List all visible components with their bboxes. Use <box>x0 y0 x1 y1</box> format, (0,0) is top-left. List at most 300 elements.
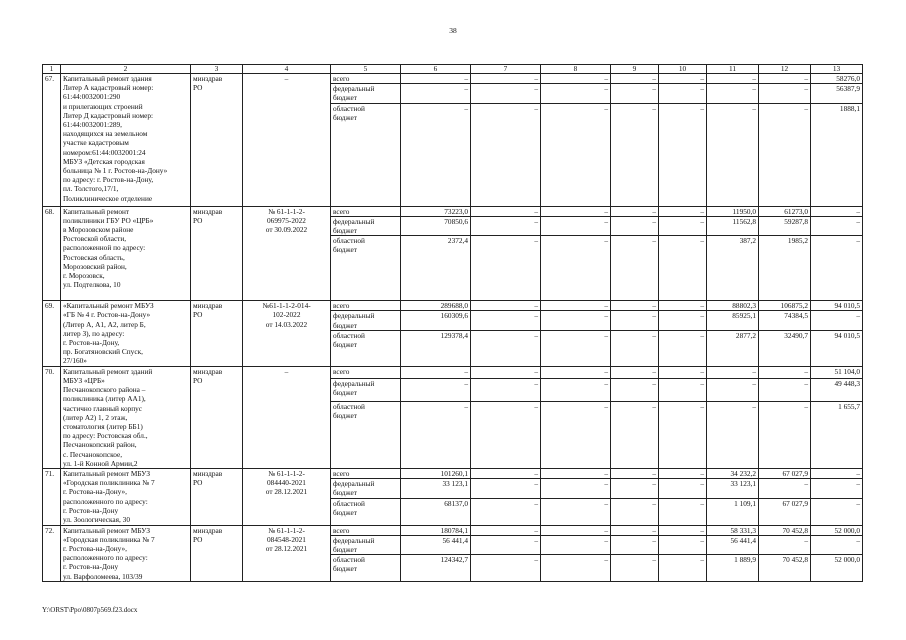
amount-cell: 73223,0 <box>401 206 471 216</box>
text-line: бюджет <box>333 320 357 330</box>
amount-cell: – <box>401 74 471 84</box>
page-number: 38 <box>449 26 457 35</box>
amount-cell: 124342,7 <box>401 555 471 582</box>
amount-cell: 56 441,4 <box>401 535 471 554</box>
funding-source <box>331 216 401 235</box>
funding-source <box>331 469 401 479</box>
amount-cell: – <box>471 74 541 84</box>
text-line: по адресу: г. Ростов-на-Дону, <box>63 175 154 185</box>
column-number: 13 <box>811 65 863 74</box>
row-number: 67. <box>43 74 61 207</box>
amount-cell: 88802,3 <box>707 301 759 311</box>
amount-cell: – <box>611 555 659 582</box>
text-line: Песчанокопского района – <box>63 385 146 395</box>
amount-cell: 289688,0 <box>401 301 471 311</box>
amount-cell: – <box>659 301 707 311</box>
column-number: 7 <box>471 65 541 74</box>
amount-cell: – <box>707 402 759 469</box>
amount-cell: – <box>611 366 659 378</box>
text-line: г. Ростов-на-Дону <box>63 562 119 572</box>
amount-cell: – <box>471 555 541 582</box>
column-number: 6 <box>401 65 471 74</box>
text-line: бюджет <box>333 388 357 398</box>
text-line: РО <box>193 83 203 93</box>
text-line: литер З), по адресу: <box>63 328 125 338</box>
amount-cell: – <box>471 236 541 301</box>
amount-cell: – <box>471 525 541 535</box>
amount-cell: 70 452,8 <box>759 555 811 582</box>
text-line: г. Ростов-на-Дону <box>63 505 119 515</box>
amount-cell: – <box>707 103 759 206</box>
amount-cell: 68137,0 <box>401 498 471 525</box>
text-line: минздрав <box>193 525 223 535</box>
amount-cell: – <box>541 479 611 498</box>
amount-cell: – <box>611 535 659 554</box>
amount-cell: – <box>659 525 707 535</box>
amount-cell: 58 331,3 <box>707 525 759 535</box>
text-line: бюджет <box>333 488 357 498</box>
amount-cell: – <box>759 535 811 554</box>
text-line: – <box>284 366 289 376</box>
text-line: г. Морозовск, <box>63 271 105 281</box>
table-row <box>43 366 863 378</box>
table-row <box>43 74 863 84</box>
amount-cell: 33 123,1 <box>707 479 759 498</box>
text-line: Капитальный ремонт зданий <box>63 366 153 376</box>
text-line: Ростовской области, <box>63 234 127 244</box>
approval-document <box>243 366 331 468</box>
amount-cell: – <box>611 206 659 216</box>
amount-cell: – <box>759 402 811 469</box>
text-line: № 61-1-1-2- <box>268 206 305 216</box>
text-line: 61:44:0032001:290 <box>63 92 121 102</box>
text-line: минздрав <box>193 366 223 376</box>
text-line: федеральный <box>333 535 375 545</box>
amount-cell: – <box>811 311 863 330</box>
approval-document <box>243 74 331 207</box>
amount-cell: 59287,8 <box>759 216 811 235</box>
amount-cell: 129378,4 <box>401 330 471 366</box>
text-line: федеральный <box>333 379 375 388</box>
text-line: №61-1-1-2-014- <box>262 301 311 311</box>
amount-cell: 387,2 <box>707 236 759 301</box>
amount-cell: – <box>759 366 811 378</box>
text-line: РО <box>193 215 203 225</box>
amount-cell: – <box>541 402 611 469</box>
amount-cell: – <box>541 366 611 378</box>
funding-source <box>331 402 401 469</box>
amount-cell: – <box>611 301 659 311</box>
text-line: бюджет <box>333 93 357 103</box>
text-line: минздрав <box>193 206 223 216</box>
text-line: и прилегающих строений <box>63 101 143 111</box>
text-line: № 61-1-1-2- <box>268 469 305 479</box>
amount-cell: – <box>471 469 541 479</box>
amount-cell: – <box>811 498 863 525</box>
amount-cell: – <box>611 498 659 525</box>
text-line: «Городская поликлиника № 7 <box>63 534 155 544</box>
amount-cell: – <box>611 74 659 84</box>
text-line: по адресу: Ростовская обл., <box>63 431 148 441</box>
amount-cell: 70 452,8 <box>759 525 811 535</box>
amount-cell: – <box>759 479 811 498</box>
text-line: поликлиники ГБУ РО «ЦРБ» <box>63 215 154 225</box>
text-line: (Литер А, А1, А2, литер Б, <box>63 319 146 329</box>
text-line: Капитальный ремонт <box>63 206 130 216</box>
amount-cell: – <box>659 535 707 554</box>
text-line: г. Ростова-на-Дону», <box>63 487 127 497</box>
funding-source <box>331 555 401 582</box>
text-line: бюджет <box>333 245 357 255</box>
amount-cell: – <box>541 103 611 206</box>
amount-cell: – <box>659 379 707 402</box>
column-number: 3 <box>191 65 243 74</box>
amount-cell: – <box>471 479 541 498</box>
amount-cell: – <box>811 206 863 216</box>
text-line: бюджет <box>333 340 357 350</box>
row-number: 71. <box>43 469 61 526</box>
amount-cell: – <box>707 84 759 103</box>
amount-cell: – <box>401 84 471 103</box>
amount-cell: 2372,4 <box>401 236 471 301</box>
amount-cell: 85925,1 <box>707 311 759 330</box>
amount-cell: – <box>759 74 811 84</box>
row-number: 72. <box>43 525 61 582</box>
text-line: г. Ростова-на-Дону», <box>63 544 127 554</box>
amount-cell: – <box>659 555 707 582</box>
amount-cell: – <box>471 84 541 103</box>
text-line: бюджет <box>333 226 357 236</box>
text-line: федеральный <box>333 84 375 94</box>
amount-cell: – <box>401 366 471 378</box>
executor <box>191 301 243 367</box>
amount-cell: – <box>611 479 659 498</box>
table-row <box>43 469 863 479</box>
amount-cell: – <box>707 366 759 378</box>
amount-cell: – <box>471 535 541 554</box>
approval-document <box>243 525 331 582</box>
row-number: 68. <box>43 206 61 301</box>
text-line: 27/160» <box>63 356 87 366</box>
amount-cell: – <box>471 379 541 402</box>
amount-cell: – <box>471 330 541 366</box>
table-row <box>43 301 863 311</box>
text-line: г. Ростов-на-Дону, <box>63 338 120 348</box>
text-line: – <box>284 74 289 83</box>
amount-cell: 61273,0 <box>759 206 811 216</box>
amount-cell: – <box>611 469 659 479</box>
amount-cell: – <box>611 379 659 402</box>
column-number: 5 <box>331 65 401 74</box>
amount-cell: 1985,2 <box>759 236 811 301</box>
text-line: всего <box>333 469 350 479</box>
funding-source <box>331 535 401 554</box>
amount-cell: 1888,1 <box>811 103 863 206</box>
amount-cell: 67 027,9 <box>759 469 811 479</box>
text-line: поликлиника (литер АА1), <box>63 394 146 404</box>
amount-cell: 52 000,0 <box>811 555 863 582</box>
amount-cell: – <box>541 216 611 235</box>
text-line: федеральный <box>333 311 375 321</box>
text-line: ул. 1-й Конной Армии,2 <box>63 458 138 468</box>
approval-document <box>243 301 331 367</box>
amount-cell: – <box>471 366 541 378</box>
amount-cell: – <box>811 469 863 479</box>
amount-cell: – <box>471 301 541 311</box>
amount-cell: – <box>811 479 863 498</box>
text-line: частично главный корпус <box>63 403 143 413</box>
amount-cell: 94 010,5 <box>811 330 863 366</box>
text-line: РО <box>193 478 203 488</box>
amount-cell: 51 104,0 <box>811 366 863 378</box>
text-line: пл. Толстого,17/1, <box>63 184 119 194</box>
text-line: всего <box>333 74 350 83</box>
amount-cell: – <box>611 84 659 103</box>
text-line: ул. Зоологическая, 30 <box>63 515 130 525</box>
amount-cell: – <box>811 535 863 554</box>
amount-cell: 106875,2 <box>759 301 811 311</box>
approval-document <box>243 469 331 526</box>
amount-cell: 56 441,4 <box>707 535 759 554</box>
executor <box>191 74 243 207</box>
text-line: РО <box>193 534 203 544</box>
amount-cell: 32490,7 <box>759 330 811 366</box>
text-line: всего <box>333 366 350 376</box>
object-name <box>61 525 191 582</box>
text-line: всего <box>333 525 350 535</box>
amount-cell: 52 000,0 <box>811 525 863 535</box>
amount-cell: – <box>659 330 707 366</box>
amount-cell: – <box>541 498 611 525</box>
amount-cell: 2877,2 <box>707 330 759 366</box>
amount-cell: – <box>611 103 659 206</box>
object-name <box>61 74 191 207</box>
text-line: номером:61:44:0032001:24 <box>63 147 146 157</box>
column-number: 9 <box>611 65 659 74</box>
text-line: Капитальный ремонт МБУЗ <box>63 525 151 535</box>
table-row <box>43 206 863 216</box>
amount-cell: – <box>659 311 707 330</box>
text-line: от 30.09.2022 <box>265 225 308 235</box>
table-row <box>43 525 863 535</box>
funding-source <box>331 301 401 311</box>
column-number: 11 <box>707 65 759 74</box>
text-line: пр. Богатяновский Спуск, <box>63 347 143 357</box>
funding-source <box>331 84 401 103</box>
text-line: 069975-2022 <box>267 215 306 225</box>
amount-cell: – <box>659 216 707 235</box>
object-name <box>61 469 191 526</box>
column-number: 12 <box>759 65 811 74</box>
text-line: 084440-2021 <box>267 478 306 488</box>
text-line: бюджет <box>333 112 357 122</box>
text-line: расположенного по адресу: <box>63 553 148 563</box>
text-line: ул. Варфоломеева, 103/39 <box>63 571 143 581</box>
text-line: 084548-2021 <box>267 534 306 544</box>
amount-cell: – <box>611 236 659 301</box>
amount-cell: – <box>541 379 611 402</box>
amount-cell: – <box>471 311 541 330</box>
column-number: 1 <box>43 65 61 74</box>
amount-cell: – <box>401 379 471 402</box>
text-line: минздрав <box>193 469 223 479</box>
text-line: № 61-1-1-2- <box>268 525 305 535</box>
text-line: федеральный <box>333 216 375 226</box>
amount-cell: – <box>401 103 471 206</box>
text-line: Морозовский район, <box>63 261 127 271</box>
amount-cell: 56387,9 <box>811 84 863 103</box>
amount-cell: – <box>541 469 611 479</box>
text-line: Капитальный ремонт здания <box>63 74 152 83</box>
amount-cell: – <box>659 498 707 525</box>
text-line: 102-2022 <box>272 310 301 320</box>
text-line: находящихся на земельном <box>63 129 148 139</box>
file-path-footer: Y:\ORST\Ppo\0807p569.f23.docx <box>42 606 138 614</box>
amount-cell: – <box>611 525 659 535</box>
funding-source <box>331 236 401 301</box>
column-number: 8 <box>541 65 611 74</box>
funding-source <box>331 206 401 216</box>
amount-cell: – <box>659 74 707 84</box>
amount-cell: 67 027,9 <box>759 498 811 525</box>
text-line: «Городская поликлиника № 7 <box>63 478 155 488</box>
funding-source <box>331 525 401 535</box>
amount-cell: 1 889,9 <box>707 555 759 582</box>
amount-cell: 101260,1 <box>401 469 471 479</box>
amount-cell: – <box>659 206 707 216</box>
column-number-row <box>43 65 863 74</box>
amount-cell: – <box>541 311 611 330</box>
text-line: от 28.12.2021 <box>265 544 308 554</box>
funding-source <box>331 330 401 366</box>
executor <box>191 206 243 301</box>
text-line: расположенной по адресу: <box>63 243 146 253</box>
text-line: РО <box>193 376 203 386</box>
text-line: бюджет <box>333 507 357 517</box>
object-name <box>61 206 191 301</box>
text-line: бюджет <box>333 545 357 555</box>
amount-cell: – <box>541 206 611 216</box>
text-line: (литер А2) 1, 2 этаж, <box>63 412 128 422</box>
amount-cell: – <box>759 379 811 402</box>
text-line: МБУЗ «Детская городская <box>63 156 145 166</box>
row-number: 70. <box>43 366 61 468</box>
text-line: федеральный <box>333 479 375 489</box>
text-line: Капитальный ремонт МБУЗ <box>63 469 151 479</box>
amount-cell: – <box>759 103 811 206</box>
amount-cell: – <box>659 402 707 469</box>
amount-cell: 11562,8 <box>707 216 759 235</box>
text-line: Ростовская область, <box>63 252 125 262</box>
text-line: Литер А кадастровый номер: <box>63 83 154 93</box>
amount-cell: – <box>759 84 811 103</box>
text-line: ул. Подтелкова, 10 <box>63 280 121 290</box>
text-line: «ГБ № 4 г. Ростов-на-Дону» <box>63 310 151 320</box>
amount-cell: – <box>611 330 659 366</box>
amount-cell: 160309,6 <box>401 311 471 330</box>
text-line: областной <box>333 236 365 246</box>
amount-cell: – <box>611 216 659 235</box>
amount-cell: 1 655,7 <box>811 402 863 469</box>
amount-cell: – <box>541 555 611 582</box>
amount-cell: – <box>541 74 611 84</box>
text-line: минздрав <box>193 301 223 311</box>
funding-source <box>331 103 401 206</box>
executor <box>191 469 243 526</box>
amount-cell: – <box>471 402 541 469</box>
amount-cell: – <box>471 103 541 206</box>
text-line: МБУЗ «ЦРБ» <box>63 376 105 386</box>
text-line: больница № 1 г. Ростов-на-Дону» <box>63 166 168 176</box>
funding-source <box>331 311 401 330</box>
program-table <box>42 64 863 582</box>
amount-cell: – <box>811 236 863 301</box>
amount-cell: – <box>707 379 759 402</box>
amount-cell: – <box>541 330 611 366</box>
text-line: бюджет <box>333 411 357 421</box>
funding-source <box>331 74 401 84</box>
funding-source <box>331 479 401 498</box>
text-line: от 14.03.2022 <box>265 319 308 329</box>
amount-cell: – <box>707 74 759 84</box>
text-line: областной <box>333 330 365 340</box>
text-line: в Морозовском районе <box>63 225 134 235</box>
amount-cell: – <box>401 402 471 469</box>
text-line: расположенного по адресу: <box>63 496 148 506</box>
text-line: всего <box>333 206 350 216</box>
amount-cell: – <box>659 84 707 103</box>
amount-cell: 180784,1 <box>401 525 471 535</box>
text-line: РО <box>193 310 203 320</box>
amount-cell: 58276,0 <box>811 74 863 84</box>
text-line: областной <box>333 402 365 412</box>
text-line: областной <box>333 555 365 565</box>
executor <box>191 366 243 468</box>
amount-cell: – <box>541 236 611 301</box>
amount-cell: – <box>541 301 611 311</box>
object-name <box>61 301 191 367</box>
text-line: областной <box>333 498 365 508</box>
text-line: с. Песчанокопское, <box>63 449 123 459</box>
amount-cell: – <box>541 535 611 554</box>
funding-source <box>331 498 401 525</box>
executor <box>191 525 243 582</box>
amount-cell: 1 109,1 <box>707 498 759 525</box>
text-line: стоматология (литер ББ1) <box>63 422 143 432</box>
amount-cell: 70850,6 <box>401 216 471 235</box>
amount-cell: – <box>541 84 611 103</box>
amount-cell: – <box>659 103 707 206</box>
amount-cell: – <box>471 216 541 235</box>
text-line: участке кадастровым <box>63 138 129 148</box>
text-line: минздрав <box>193 74 223 83</box>
amount-cell: – <box>611 311 659 330</box>
amount-cell: – <box>471 498 541 525</box>
text-line: 61:44:0032001:289, <box>63 120 122 130</box>
funding-source <box>331 366 401 378</box>
object-name <box>61 366 191 468</box>
amount-cell: 33 123,1 <box>401 479 471 498</box>
text-line: Поликлиническое отделение <box>63 193 153 203</box>
text-line: от 28.12.2021 <box>265 487 308 497</box>
text-line: Литер Д кадастровый номер: <box>63 110 154 120</box>
amount-cell: – <box>659 366 707 378</box>
amount-cell: 74384,5 <box>759 311 811 330</box>
funding-source <box>331 379 401 402</box>
column-number: 4 <box>243 65 331 74</box>
amount-cell: 34 232,2 <box>707 469 759 479</box>
amount-cell: – <box>611 402 659 469</box>
